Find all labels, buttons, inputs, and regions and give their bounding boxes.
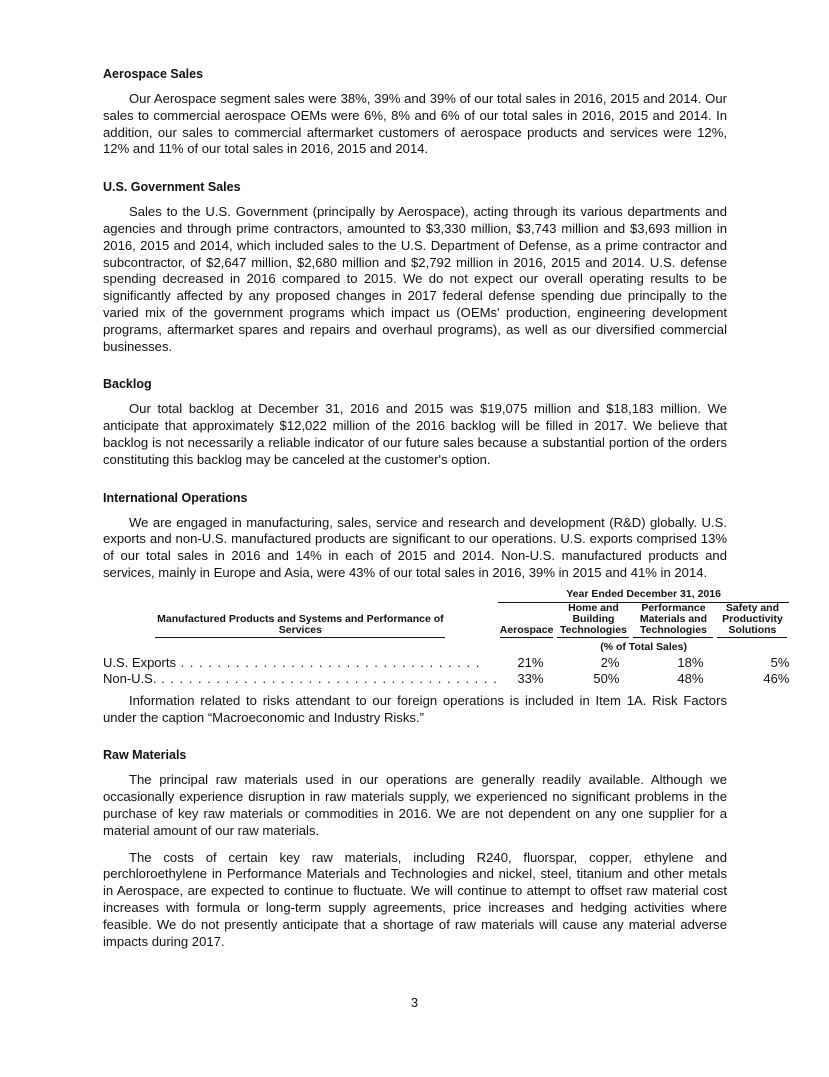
dot-leader: . . . . . . . . . . . . . . . . . . . . . . . . . . . . . . . . . . . . . — [156, 670, 498, 686]
cell-us-exports-pmt: 18% — [677, 654, 704, 670]
paragraph-backlog: Our total backlog at December 31, 2016 and 2015 was $19,075 million and $18,183 million. We anticipate that approximately $12,022 million of the 2016 backlog will be filled in 2017. We believe that backlog is not necessarily a reliable indicator of our future sales because a substantial portion of the orders constituting this backlog may be canceled at the customer's option. — [103, 401, 727, 467]
cell-us-exports-hbt: 2% — [600, 654, 620, 670]
cell-non-us-hbt: 50% — [593, 670, 620, 686]
table-unit-note: (% of Total Sales) — [600, 640, 687, 653]
paragraph-aerospace-sales: Our Aerospace segment sales were 38%, 39% and 39% of our total sales in 2016, 2015 and 2014. Our sales to commercial aerospace OEMs were 6%, 8% and 6% of our total sales in 2016, 2015 and 2014. In addition, our sales to commercial aftermarket customers of aerospace products and services were 12%, 12% and 11% of our total sales in 2016, 2015 and 2014. — [103, 91, 727, 157]
cell-us-exports-aerospace: 21% — [517, 654, 544, 670]
heading-raw-materials: Raw Materials — [103, 748, 187, 763]
table-row-header: Manufactured Products and Systems and Performance of Services — [157, 612, 444, 636]
section-government-sales — [103, 179, 727, 355]
heading-aerospace-sales: Aerospace Sales — [103, 67, 204, 81]
section-international — [103, 490, 790, 727]
page-number: 3 — [410, 995, 419, 1010]
heading-international: International Operations — [103, 490, 248, 505]
paragraph-raw-materials-1: The principal raw materials used in our operations are generally readily available. Although we occasionally experience disruption in raw materials supply, we experienced no significant problems in the purchase of key raw materials or commodities in 2016. We are not dependent on any one supplier for a material amount of our raw materials. — [103, 772, 727, 838]
column-header-home-building: Home and Building Technologies — [557, 603, 629, 638]
section-raw-materials — [103, 747, 727, 950]
heading-government-sales: U.S. Government Sales — [103, 180, 241, 195]
table-row — [103, 671, 789, 687]
heading-backlog: Backlog — [103, 377, 152, 392]
cell-us-exports-sps: 5% — [770, 654, 790, 670]
section-aerospace-sales — [103, 66, 727, 158]
paragraph-raw-materials-2: The costs of certain key raw materials, including R240, fluorspar, copper, ethylene and perchloroethylene in Performance Materials and Technologies and nickel, steel, titanium and other metals in Aerospace, are expected to continue to fluctuate. We will continue to attempt to offset raw material cost increases with formula or long-term supply agreements, price increases and hedging activities where feasible. We do not presently anticipate that a shortage of raw materials will cause any material adverse impacts during 2017. — [103, 849, 727, 949]
table-supercaption: Year Ended December 31, 2016 — [498, 586, 790, 603]
paragraph-international-risks: Information related to risks attendant to our foreign operations is included in Item 1A. Risk Factors under the caption “Macroeconomic and Industry Risks.” — [103, 692, 727, 725]
column-header-aerospace: Aerospace — [499, 623, 554, 636]
dot-leader: . . . . . . . . . . . . . . . . . . . . . . . . . . . . . . . . . — [175, 654, 481, 670]
document-page — [103, 66, 790, 950]
table-row — [103, 655, 789, 671]
column-header-performance-materials: Performance Materials and Technologies — [633, 603, 713, 638]
row-label-non-us: Non-U.S. — [103, 670, 157, 686]
paragraph-international: We are engaged in manufacturing, sales, service and research and development (R&D) globally. U.S. exports and non-U.S. manufactured products are significant to our operations. U.S. exports comprised 13% of our total sales in 2016 and 14% in each of 2015 and 2014. Non-U.S. manufactured products and services, mainly in Europe and Asia, were 43% of our total sales in 2016, 39% in 2015 and 41% in 2014. — [103, 514, 727, 580]
column-header-safety-productivity: Safety and Productivity Solutions — [717, 603, 787, 638]
cell-non-us-sps: 46% — [763, 670, 790, 686]
row-label-us-exports: U.S. Exports — [103, 654, 176, 670]
paragraph-government-sales: Sales to the U.S. Government (principally by Aerospace), acting through its various departments and agencies and through prime contractors, amounted to $3,330 million, $3,743 million and $3,693 million in 2016, 2015 and 2014, which included sales to the U.S. Department of Defense, as a prime contractor and subcontractor, of $2,647 million, $2,680 million and $2,792 million in 2016, 2015 and 2014. U.S. defense spending decreased in 2016 compared to 2015. We do not expect our overall operating results to be significantly affected by any proposed changes in 2017 federal defense spending due principally to the varied mix of the government programs which impact us (OEMs' production, engineering development programs, aftermarket spares and repairs and overhaul programs), as well as our diversified commercial businesses. — [103, 204, 727, 354]
section-backlog — [103, 376, 727, 468]
cell-non-us-pmt: 48% — [677, 670, 704, 686]
cell-non-us-aerospace: 33% — [517, 670, 544, 686]
international-sales-table — [103, 586, 789, 687]
